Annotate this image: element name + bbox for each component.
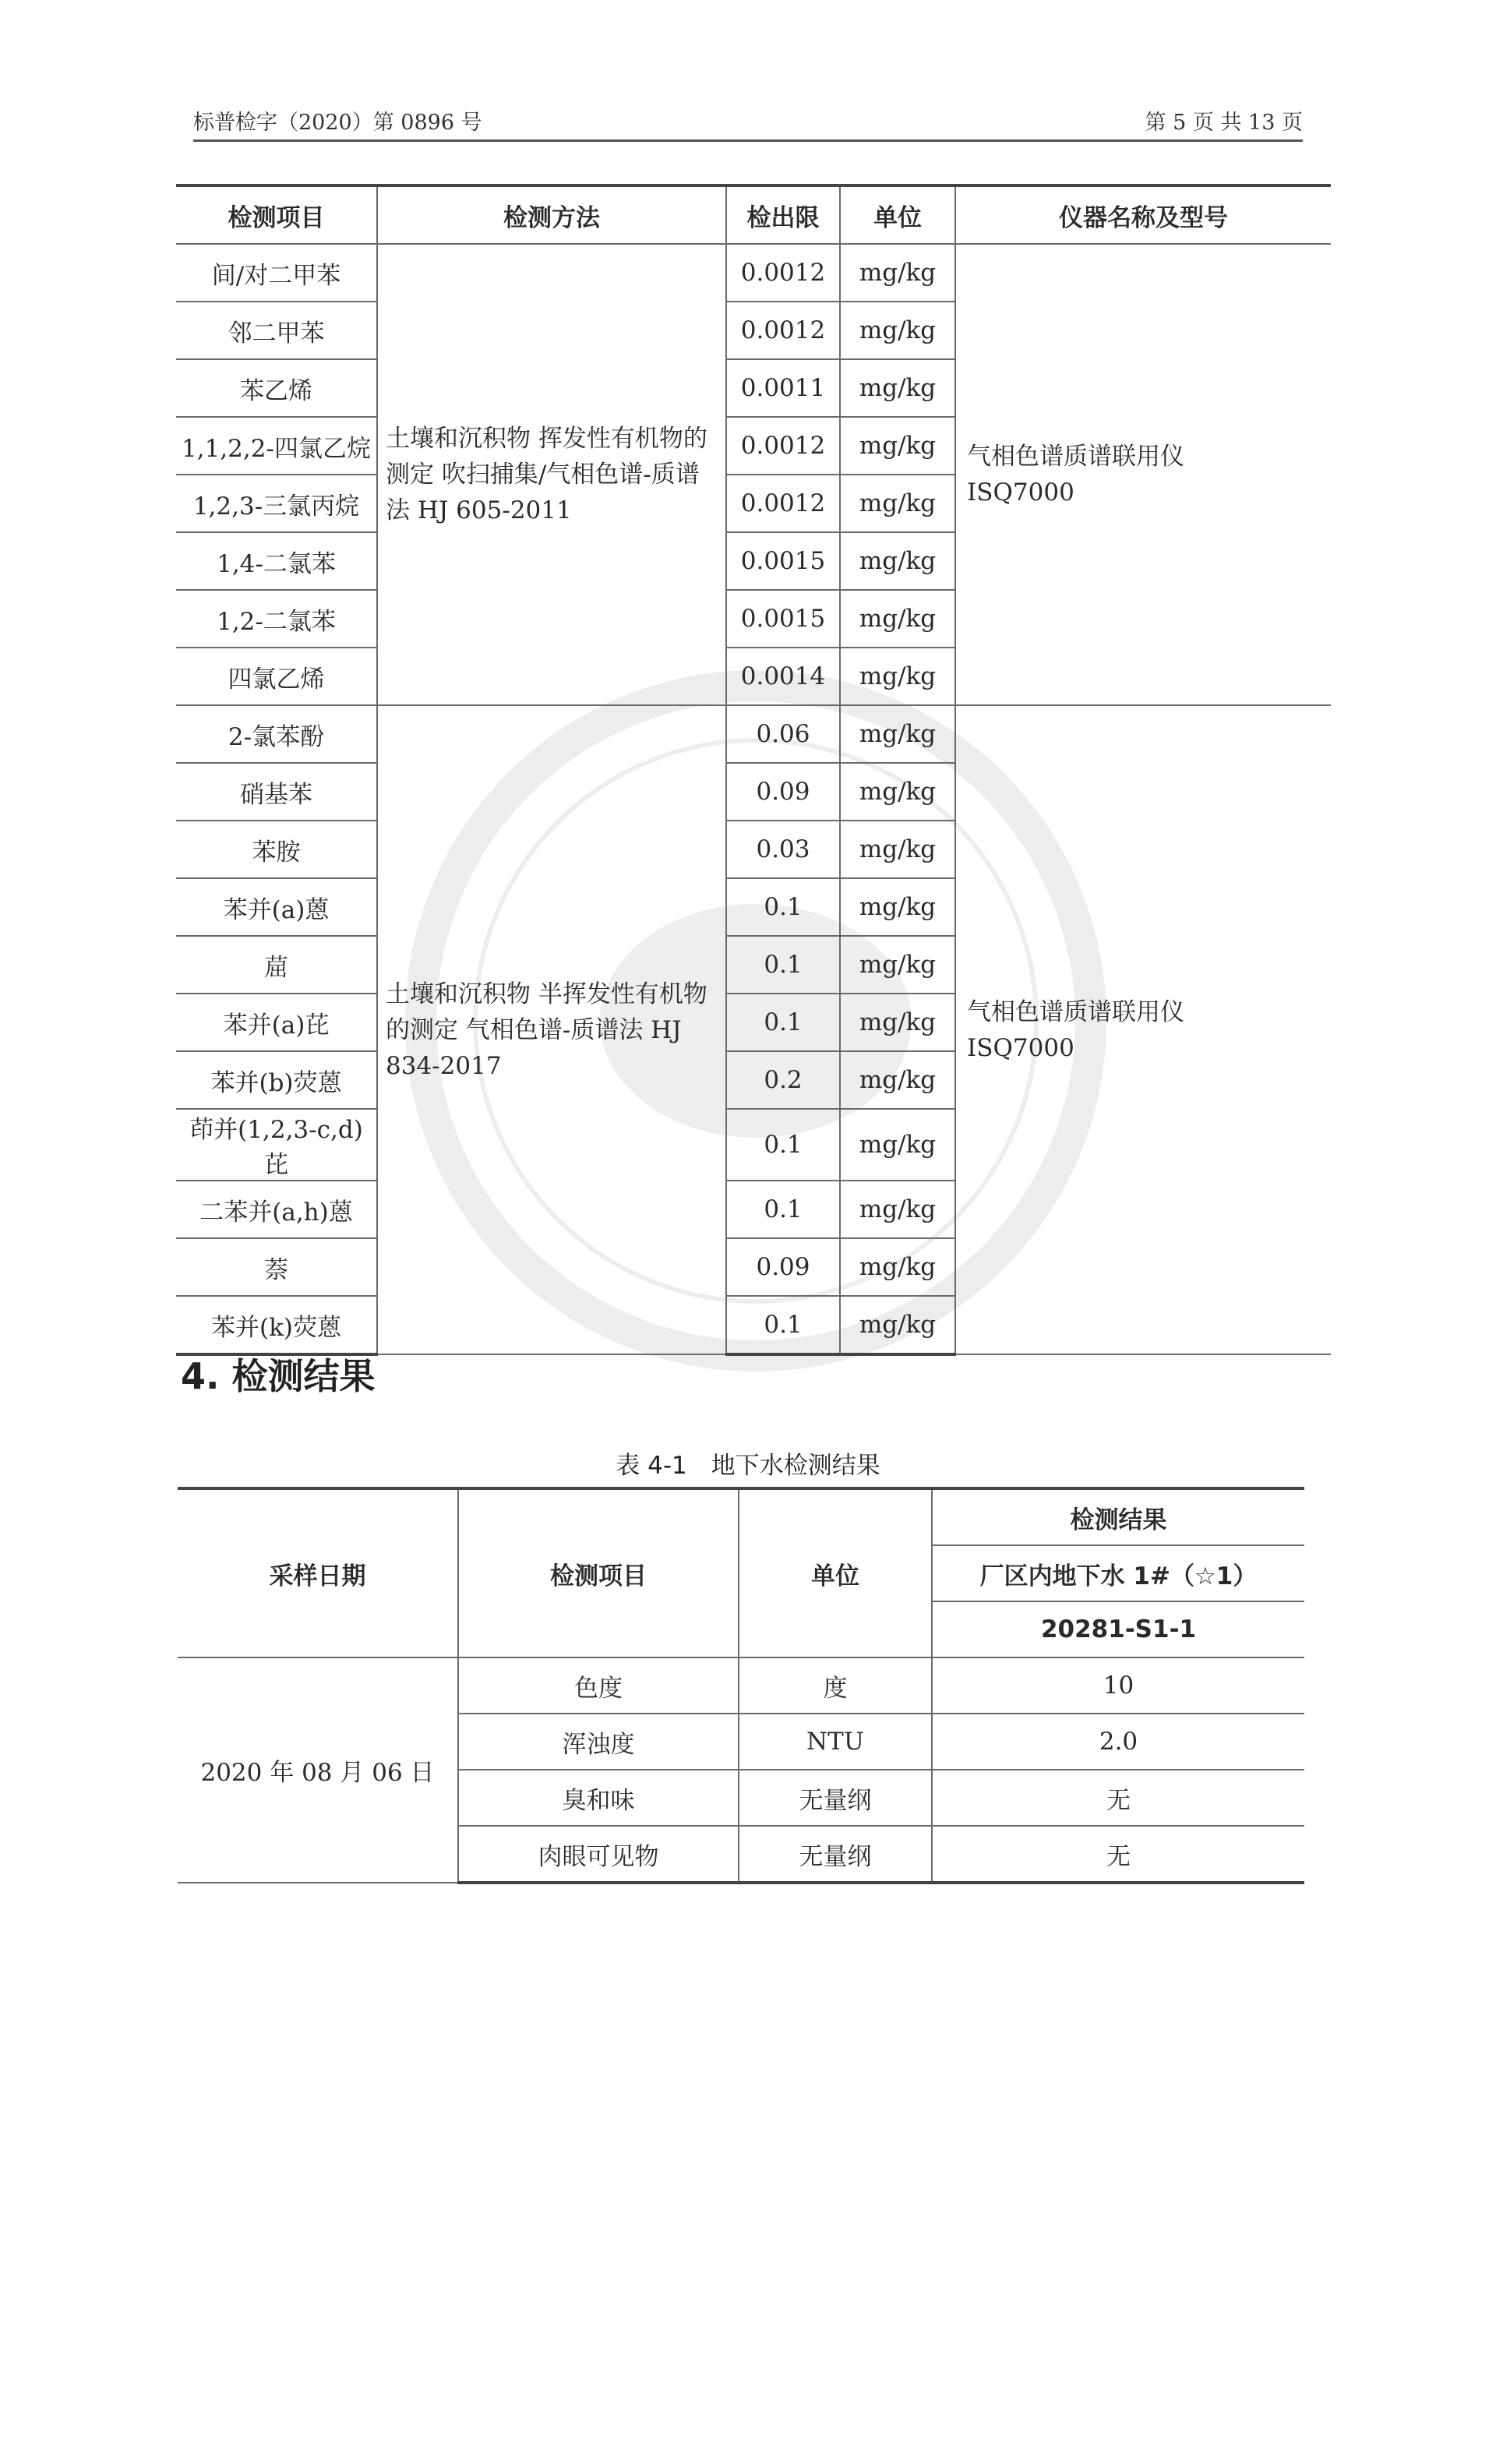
unit-cell: mg/kg bbox=[840, 648, 955, 705]
result-item-cell: 臭和味 bbox=[458, 1770, 739, 1826]
unit-cell: mg/kg bbox=[840, 1296, 955, 1354]
result-table bbox=[178, 1487, 1304, 1884]
table-row bbox=[178, 1657, 1304, 1714]
unit-cell: mg/kg bbox=[840, 532, 955, 590]
result-unit-cell: 无量纲 bbox=[739, 1770, 932, 1826]
col-header-limit: 检出限 bbox=[726, 185, 840, 244]
table-row bbox=[176, 705, 1331, 763]
unit-cell: mg/kg bbox=[840, 475, 955, 532]
instrument-name: 气相色谱质谱联用仪 bbox=[967, 443, 1184, 471]
detection-limit-cell: 0.0015 bbox=[726, 532, 840, 590]
test-item-cell: 苯并(b)荧蒽 bbox=[176, 1051, 377, 1109]
header-sample-id: 20281-S1-1 bbox=[932, 1601, 1304, 1657]
unit-cell: mg/kg bbox=[840, 302, 955, 359]
test-item-cell: 苯并(a)蒽 bbox=[176, 878, 377, 936]
result-header-row bbox=[178, 1488, 1304, 1545]
test-method-cell: 土壤和沉积物 半挥发性有机物的测定 气相色谱-质谱法 HJ 834-2017 bbox=[377, 705, 726, 1354]
section-title: 4. 检测结果 bbox=[181, 1355, 376, 1397]
page-indicator: 第 5 页 共 13 页 bbox=[1145, 111, 1303, 135]
unit-cell: mg/kg bbox=[840, 878, 955, 936]
unit-cell: mg/kg bbox=[840, 359, 955, 417]
detection-limit-cell: 0.0014 bbox=[726, 648, 840, 705]
test-item-cell: 1,4-二氯苯 bbox=[176, 532, 377, 590]
unit-cell: mg/kg bbox=[840, 821, 955, 878]
detection-limit-cell: 0.1 bbox=[726, 878, 840, 936]
result-item-cell: 浑浊度 bbox=[458, 1714, 739, 1770]
test-item-cell: 萘 bbox=[176, 1238, 377, 1296]
unit-cell: mg/kg bbox=[840, 1181, 955, 1238]
table-row bbox=[176, 244, 1331, 302]
test-item-cell: 邻二甲苯 bbox=[176, 302, 377, 359]
test-item-cell: 苯并(k)荧蒽 bbox=[176, 1296, 377, 1354]
header-unit: 单位 bbox=[739, 1488, 932, 1657]
test-item-cell: 间/对二甲苯 bbox=[176, 244, 377, 302]
detection-limit-cell: 0.2 bbox=[726, 1051, 840, 1109]
test-item-cell: 2-氯苯酚 bbox=[176, 705, 377, 763]
method-table bbox=[176, 184, 1331, 1356]
table-caption: 表 4-1 地下水检测结果 bbox=[616, 1452, 880, 1480]
result-value-cell: 无 bbox=[932, 1770, 1304, 1826]
test-item-cell: 1,2-二氯苯 bbox=[176, 590, 377, 648]
result-unit-cell: NTU bbox=[739, 1714, 932, 1770]
result-item-cell: 肉眼可见物 bbox=[458, 1826, 739, 1883]
col-header-method: 检测方法 bbox=[377, 185, 726, 244]
detection-limit-cell: 0.0011 bbox=[726, 359, 840, 417]
unit-cell: mg/kg bbox=[840, 417, 955, 475]
test-item-cell: 苯并(a)芘 bbox=[176, 994, 377, 1051]
instrument-cell bbox=[955, 705, 1331, 1354]
unit-cell: mg/kg bbox=[840, 1238, 955, 1296]
detection-limit-cell: 0.0015 bbox=[726, 590, 840, 648]
instrument-model: ISQ7000 bbox=[967, 478, 1074, 507]
unit-cell: mg/kg bbox=[840, 705, 955, 763]
test-item-cell: 茚并(1,2,3-c,d)芘 bbox=[176, 1109, 377, 1181]
detection-limit-cell: 0.09 bbox=[726, 763, 840, 821]
page-header bbox=[193, 101, 1303, 142]
test-method-cell: 土壤和沉积物 挥发性有机物的测定 吹扫捕集/气相色谱-质谱法 HJ 605-2011 bbox=[377, 244, 726, 705]
header-test-item: 检测项目 bbox=[458, 1488, 739, 1657]
result-item-cell: 色度 bbox=[458, 1657, 739, 1714]
header-sampling-date: 采样日期 bbox=[178, 1488, 458, 1657]
detection-limit-cell: 0.1 bbox=[726, 1181, 840, 1238]
test-item-cell: 四氯乙烯 bbox=[176, 648, 377, 705]
detection-limit-cell: 0.0012 bbox=[726, 475, 840, 532]
instrument-name: 气相色谱质谱联用仪 bbox=[967, 997, 1184, 1026]
test-item-cell: 二苯并(a,h)蒽 bbox=[176, 1181, 377, 1238]
unit-cell: mg/kg bbox=[840, 936, 955, 994]
detection-limit-cell: 0.1 bbox=[726, 994, 840, 1051]
test-item-cell: 苯胺 bbox=[176, 821, 377, 878]
result-value-cell: 10 bbox=[932, 1657, 1304, 1714]
col-header-instrument: 仪器名称及型号 bbox=[955, 185, 1331, 244]
test-item-cell: 苯乙烯 bbox=[176, 359, 377, 417]
header-sample-location: 厂区内地下水 1#（☆1） bbox=[932, 1545, 1304, 1601]
unit-cell: mg/kg bbox=[840, 590, 955, 648]
result-unit-cell: 度 bbox=[739, 1657, 932, 1714]
unit-cell: mg/kg bbox=[840, 994, 955, 1051]
unit-cell: mg/kg bbox=[840, 763, 955, 821]
test-item-cell: 硝基苯 bbox=[176, 763, 377, 821]
result-value-cell: 无 bbox=[932, 1826, 1304, 1883]
report-number: 标普检字（2020）第 0896 号 bbox=[193, 111, 482, 135]
header-rule bbox=[193, 139, 1303, 142]
method-table-header bbox=[176, 185, 1331, 244]
detection-limit-cell: 0.1 bbox=[726, 1109, 840, 1181]
test-item-cell: 䓛 bbox=[176, 936, 377, 994]
unit-cell: mg/kg bbox=[840, 1109, 955, 1181]
col-header-item: 检测项目 bbox=[176, 185, 377, 244]
instrument-model: ISQ7000 bbox=[967, 1033, 1074, 1062]
result-unit-cell: 无量纲 bbox=[739, 1826, 932, 1883]
col-header-unit: 单位 bbox=[840, 185, 955, 244]
unit-cell: mg/kg bbox=[840, 1051, 955, 1109]
detection-limit-cell: 0.1 bbox=[726, 936, 840, 994]
detection-limit-cell: 0.06 bbox=[726, 705, 840, 763]
detection-limit-cell: 0.0012 bbox=[726, 244, 840, 302]
detection-limit-cell: 0.09 bbox=[726, 1238, 840, 1296]
detection-limit-cell: 0.0012 bbox=[726, 417, 840, 475]
instrument-cell bbox=[955, 244, 1331, 705]
header-test-result: 检测结果 bbox=[932, 1488, 1304, 1545]
detection-limit-cell: 0.0012 bbox=[726, 302, 840, 359]
test-item-cell: 1,1,2,2-四氯乙烷 bbox=[176, 417, 377, 475]
detection-limit-cell: 0.03 bbox=[726, 821, 840, 878]
sampling-date-cell: 2020 年 08 月 06 日 bbox=[178, 1657, 458, 1883]
result-value-cell: 2.0 bbox=[932, 1714, 1304, 1770]
test-item-cell: 1,2,3-三氯丙烷 bbox=[176, 475, 377, 532]
unit-cell: mg/kg bbox=[840, 244, 955, 302]
detection-limit-cell: 0.1 bbox=[726, 1296, 840, 1354]
